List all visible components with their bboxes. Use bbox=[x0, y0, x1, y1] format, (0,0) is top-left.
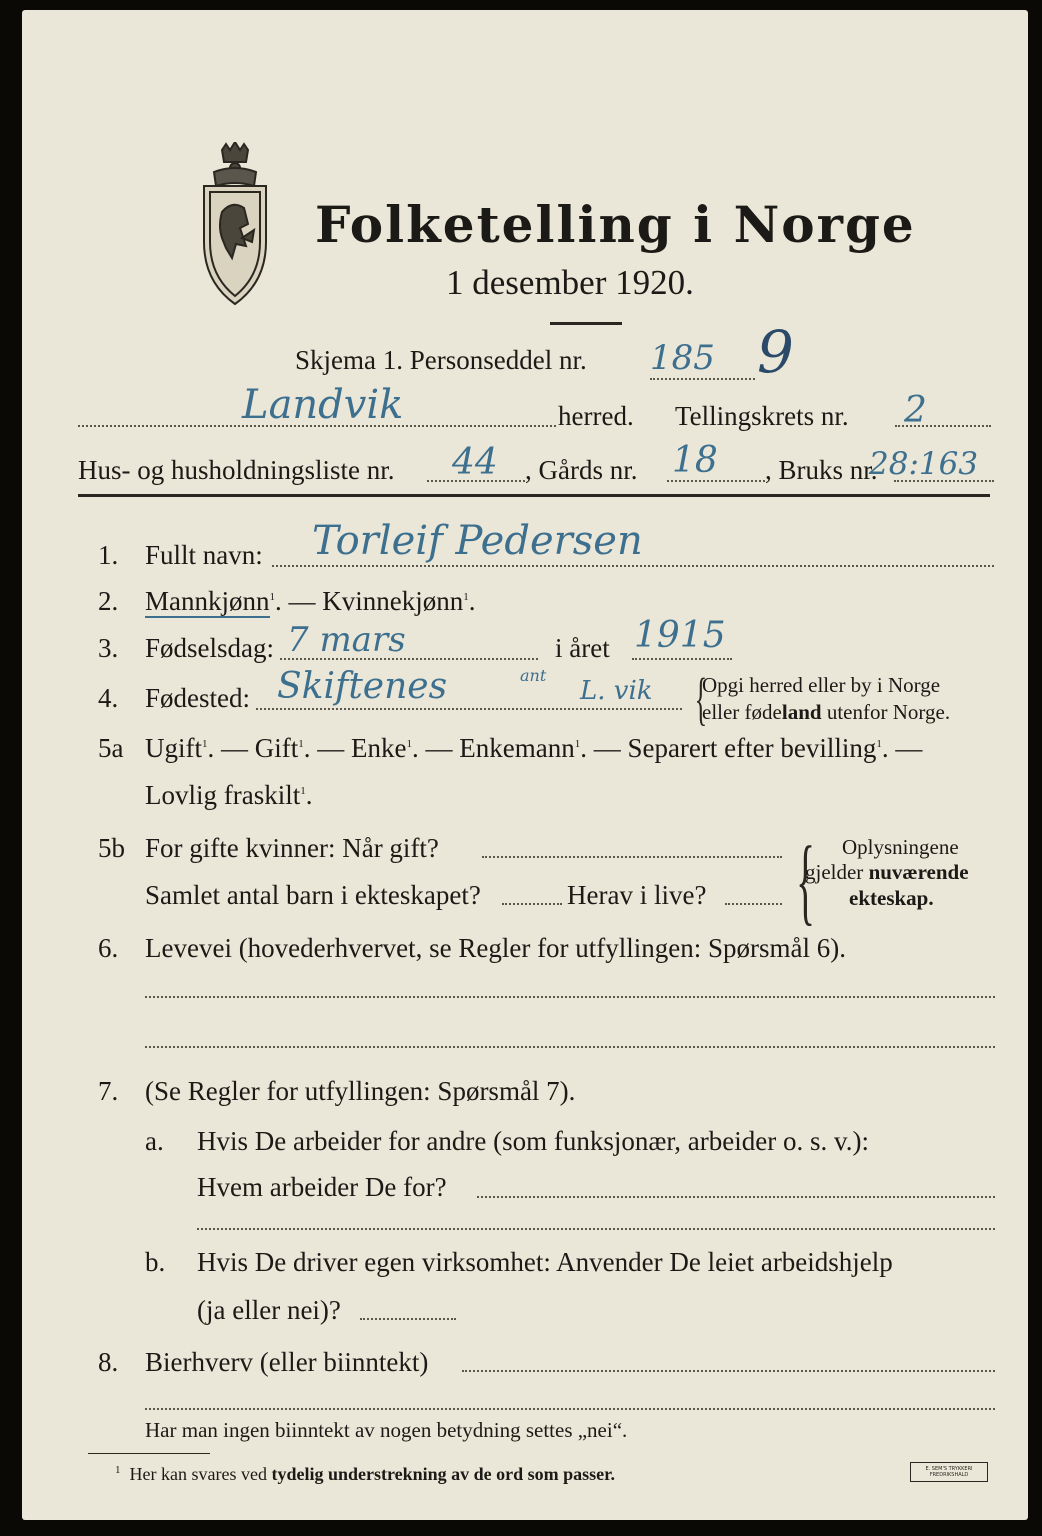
personseddel-field[interactable] bbox=[650, 378, 755, 380]
q4-brace: { bbox=[694, 666, 708, 731]
q5b-label-2: Samlet antal barn i ekteskapet? bbox=[145, 880, 481, 910]
footnote-divider bbox=[88, 1453, 210, 1454]
occupation-field-2[interactable] bbox=[145, 1046, 995, 1048]
footnote: $^1$ Her kan svares ved tydelig understrekning av de ord som passer. bbox=[115, 1464, 615, 1484]
children-total-field[interactable] bbox=[502, 903, 562, 905]
q5b-brace: { bbox=[796, 827, 815, 935]
hired-help-field[interactable] bbox=[360, 1318, 456, 1320]
option-enkemann[interactable]: . — Enkemann bbox=[411, 733, 575, 763]
herred-value: Landvik bbox=[242, 382, 404, 428]
q1-number: 1. bbox=[98, 540, 119, 570]
q4-note-line2: eller fødeland utenfor Norge. bbox=[702, 700, 951, 724]
q3-year-label: i året bbox=[555, 633, 610, 663]
employer-field-1[interactable] bbox=[477, 1196, 995, 1198]
married-when-field[interactable] bbox=[482, 856, 782, 858]
q1-label: Fullt navn: bbox=[145, 540, 263, 570]
q7-number: 7. bbox=[98, 1076, 119, 1106]
gards-label: , Gårds nr. bbox=[525, 455, 638, 485]
option-mannkjonn[interactable]: Mannkjønn bbox=[145, 586, 270, 616]
personseddel-number-correction: 9 bbox=[757, 318, 794, 386]
children-alive-field[interactable] bbox=[725, 903, 782, 905]
herred-label: herred. bbox=[558, 401, 634, 431]
birthyear-field[interactable] bbox=[632, 658, 732, 660]
q7b-number: b. bbox=[145, 1247, 166, 1277]
birthplace-sup: ant bbox=[520, 666, 547, 685]
full-name-value: Torleif Pedersen bbox=[312, 518, 643, 564]
title-divider bbox=[550, 322, 622, 325]
q5b-note-1: Oplysningene bbox=[842, 835, 959, 859]
q5a-options: Ugift$^1$. — Gift$^1$. — Enke$^1$. — Enkemann$^1$. — Separert efter bevilling$^1$. — bbox=[145, 733, 923, 763]
norwegian-lion-coat-of-arms-icon bbox=[192, 142, 278, 312]
option-kvinnekjonn[interactable]: . — Kvinnekjønn bbox=[275, 586, 464, 616]
q5b-note-2: gjelder nuværende bbox=[805, 860, 969, 884]
birthplace-value-2: L. vik bbox=[580, 676, 653, 706]
census-form-page bbox=[22, 10, 1028, 1520]
q8-label: Bierhverv (eller biinntekt) bbox=[145, 1347, 429, 1377]
option-enke[interactable]: . — Enke bbox=[303, 733, 407, 763]
q5b-label: For gifte kvinner: Når gift? bbox=[145, 833, 439, 863]
q5b-label-3: Herav i live? bbox=[567, 880, 707, 910]
birthplace-field[interactable] bbox=[256, 708, 682, 710]
tellingskrets-label: Tellingskrets nr. bbox=[675, 401, 849, 431]
birthplace-value: Skiftenes bbox=[277, 666, 448, 707]
q7b-label: Hvis De driver egen virksomhet: Anvender De leiet arbeidshjelp bbox=[197, 1247, 893, 1277]
note-text: Har man ingen biinntekt av nogen betydning settes „nei“. bbox=[145, 1418, 628, 1442]
q6-number: 6. bbox=[98, 933, 119, 963]
side-income-field-2[interactable] bbox=[145, 1408, 995, 1410]
bruks-value: 28:163 bbox=[869, 446, 979, 482]
gards-value: 18 bbox=[672, 440, 718, 481]
q3-label: Fødselsdag: bbox=[145, 633, 275, 663]
header-divider bbox=[78, 494, 990, 497]
form-date: 1 desember 1920. bbox=[446, 263, 694, 302]
hus-label: Hus- og husholdningsliste nr. bbox=[78, 455, 395, 485]
side-income-field-1[interactable] bbox=[462, 1370, 995, 1372]
q7a-number: a. bbox=[145, 1126, 164, 1156]
employer-field-2[interactable] bbox=[197, 1228, 995, 1230]
tellingskrets-value: 2 bbox=[904, 390, 927, 431]
printer-stamp: E. SEM'S TRYKKERI FREDRIKSHALD bbox=[910, 1462, 988, 1482]
q4-note-line1: Opgi herred eller by i Norge bbox=[702, 673, 941, 697]
birthdate-value: 7 mars bbox=[287, 620, 406, 660]
q5a-number: 5a bbox=[98, 733, 124, 763]
q7-label: (Se Regler for utfyllingen: Spørsmål 7). bbox=[145, 1076, 576, 1106]
q2-number: 2. bbox=[98, 586, 119, 616]
birthyear-value: 1915 bbox=[634, 615, 726, 656]
q5b-note-3: ekteskap. bbox=[849, 886, 934, 910]
personseddel-number: 185 bbox=[650, 338, 715, 378]
q4-number: 4. bbox=[98, 683, 119, 713]
option-gift[interactable]: . — Gift bbox=[207, 733, 299, 763]
q7b-label-2: (ja eller nei)? bbox=[197, 1295, 341, 1325]
bruks-label: , Bruks nr. bbox=[765, 455, 878, 485]
q5b-number: 5b bbox=[98, 833, 125, 863]
q5a-line2: Lovlig fraskilt$^1$. bbox=[145, 780, 313, 810]
option-ugift[interactable]: Ugift bbox=[145, 733, 202, 763]
occupation-field-1[interactable] bbox=[145, 996, 995, 998]
q4-label: Fødested: bbox=[145, 683, 250, 713]
q6-label: Levevei (hovederhvervet, se Regler for utfyllingen: Spørsmål 6). bbox=[145, 933, 847, 963]
q8-number: 8. bbox=[98, 1347, 119, 1377]
hus-value: 44 bbox=[452, 442, 498, 483]
option-lovlig-fraskilt[interactable]: Lovlig fraskilt bbox=[145, 780, 301, 810]
full-name-field[interactable] bbox=[272, 565, 994, 567]
q3-number: 3. bbox=[98, 633, 119, 663]
form-title: Folketelling i Norge bbox=[315, 195, 916, 254]
q7a-label-2: Hvem arbeider De for? bbox=[197, 1172, 447, 1202]
skjema-label: Skjema 1. Personseddel nr. bbox=[295, 345, 587, 375]
q2-text: Mannkjønn$^1$. — Kvinnekjønn$^1$. bbox=[145, 586, 476, 616]
q7a-label: Hvis De arbeider for andre (som funksjonær, arbeider o. s. v.): bbox=[197, 1126, 869, 1156]
option-separert[interactable]: . — Separert efter bevilling bbox=[580, 733, 877, 763]
